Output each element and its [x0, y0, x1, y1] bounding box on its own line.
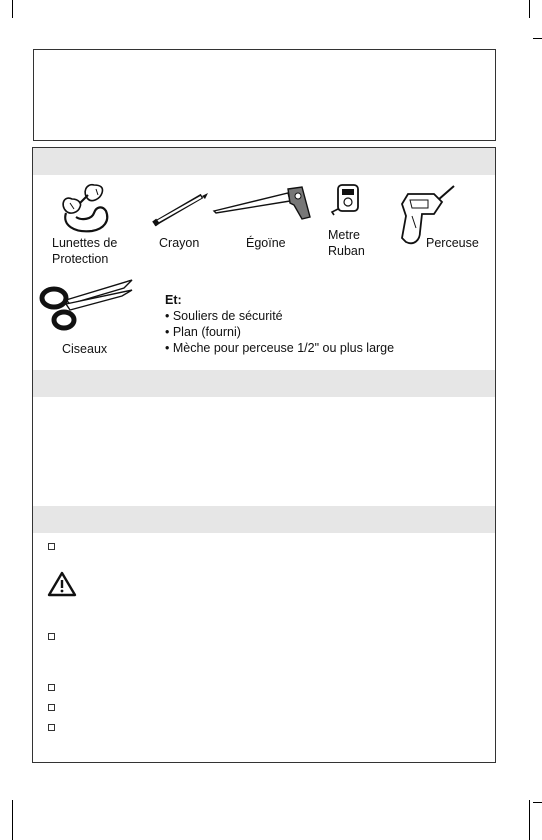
drill-label: Perceuse: [426, 236, 479, 250]
crop-mark-bottom-left: [12, 800, 13, 840]
step-checkbox-1[interactable]: [48, 543, 55, 550]
crop-mark-bottom-right: [529, 800, 530, 840]
crop-mark-top-right: [529, 0, 530, 18]
glasses-label-line1: Lunettes de: [52, 236, 118, 250]
glasses-label-line2: Protection: [52, 252, 109, 266]
glasses-label: [52, 235, 117, 267]
also-needed-list: [165, 292, 394, 356]
pencil-label: Crayon: [159, 236, 200, 250]
section-3-header: [33, 506, 495, 533]
tape-measure-icon: [330, 182, 362, 218]
also-needed-heading: Et:: [165, 293, 182, 307]
crop-mark-right-lower: [533, 802, 542, 803]
also-needed-item-1: • Souliers de sécurité: [165, 309, 283, 323]
tape-label: [328, 227, 365, 259]
crop-mark-right-upper: [533, 38, 542, 39]
also-needed-item-3: • Mèche pour perceuse 1/2" ou plus large: [165, 341, 395, 355]
tape-label-line1: Metre: [328, 228, 360, 242]
also-needed-item-2: • Plan (fourni): [165, 325, 241, 339]
warning-icon: [47, 570, 77, 598]
saw-label: Égoïne: [246, 236, 286, 250]
header-box: [33, 49, 496, 141]
step-checkbox-4[interactable]: [48, 704, 55, 711]
tape-label-line2: Ruban: [328, 244, 365, 258]
step-checkbox-3[interactable]: [48, 684, 55, 691]
step-checkbox-5[interactable]: [48, 724, 55, 731]
tools-section-header: [33, 148, 495, 175]
step-checkbox-2[interactable]: [48, 633, 55, 640]
scissors-icon: [36, 276, 136, 336]
section-2-header: [33, 370, 495, 397]
crop-mark-top-left: [12, 0, 13, 18]
handsaw-icon: [210, 183, 320, 223]
scissors-label: Ciseaux: [62, 342, 108, 356]
pencil-icon: [150, 190, 210, 230]
